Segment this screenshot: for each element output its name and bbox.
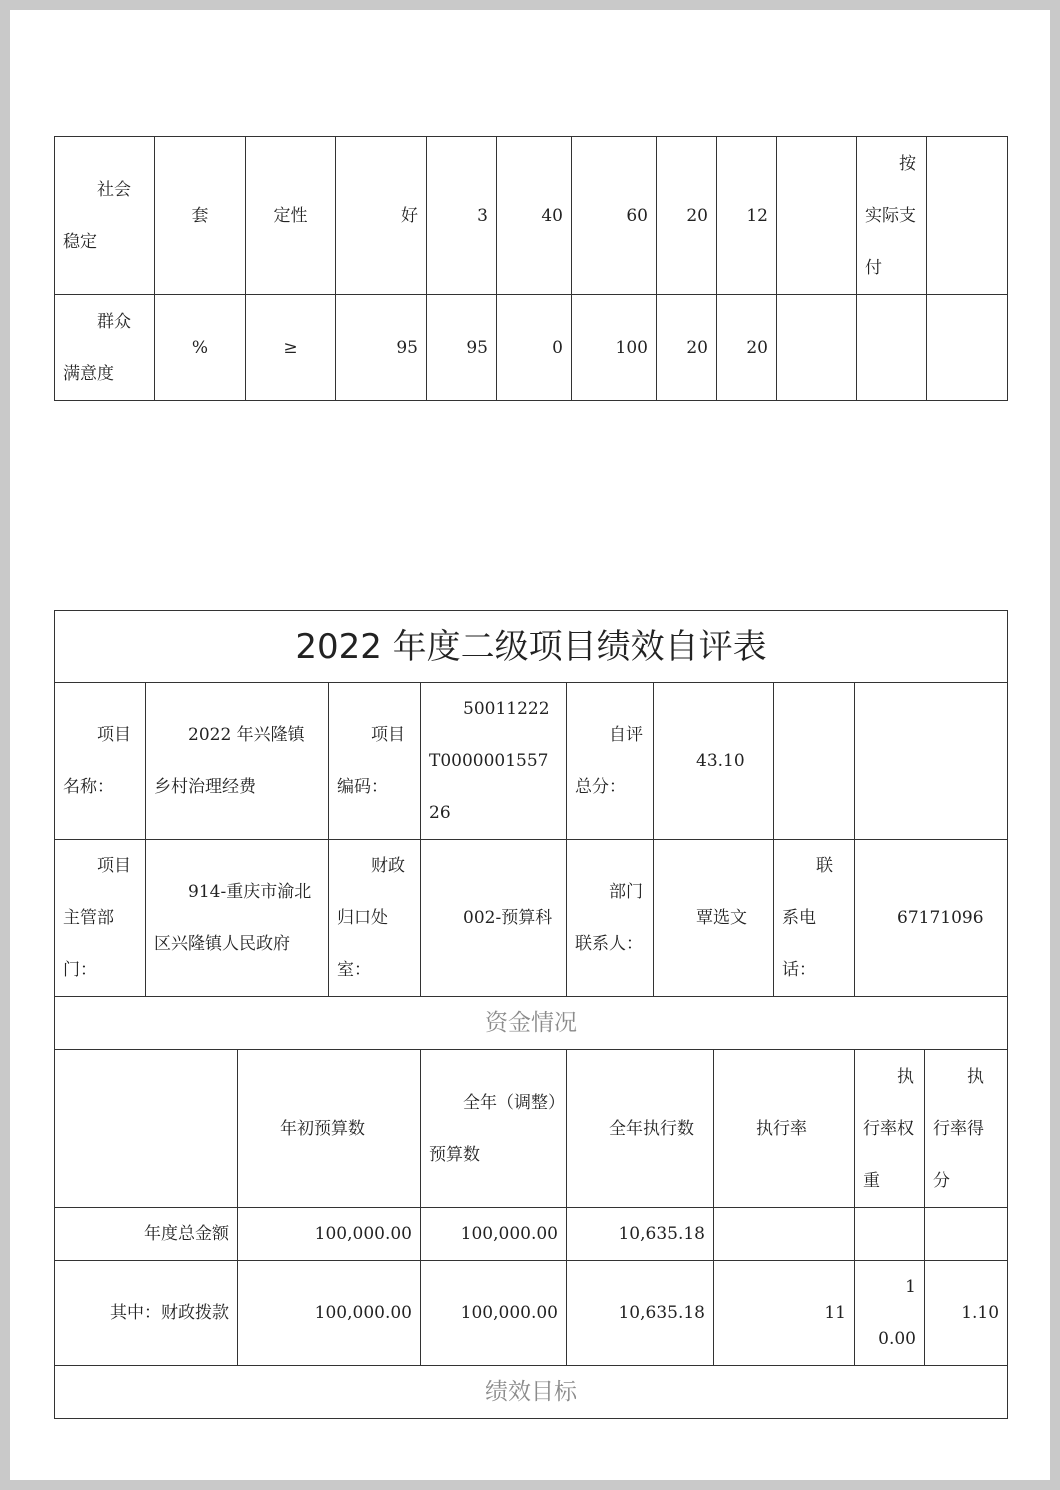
column-header: 全年（调整）预算数 [421, 1050, 567, 1208]
finance-office-label: 财政归口处室： [329, 840, 421, 997]
phone-value: 67171096 [855, 840, 1008, 997]
indicator-name: 社会稳定 [55, 137, 155, 295]
executed-cell: 10,635.18 [567, 1261, 714, 1366]
document-page [10, 10, 1050, 1480]
adjusted-budget-cell: 100,000.00 [421, 1261, 567, 1366]
empty-cell [777, 137, 857, 295]
table-row [55, 840, 1008, 997]
score-cell: 1.10 [925, 1261, 1008, 1366]
section-row [55, 997, 1008, 1050]
column-header [55, 1050, 238, 1208]
indicator-table [54, 136, 1008, 401]
table-row [55, 1261, 1008, 1366]
table-row [55, 295, 1008, 401]
self-score-label: 自评总分： [567, 683, 654, 840]
indicator-name: 群众满意度 [55, 295, 155, 401]
self-score-value: 43.10 [654, 683, 774, 840]
contact-value: 覃选文 [654, 840, 774, 997]
nature-cell: ≥ [246, 295, 336, 401]
dept-value: 914-重庆市渝北区兴隆镇人民政府 [146, 840, 329, 997]
table-row [55, 683, 1008, 840]
target-cell: 好 [336, 137, 427, 295]
table-row [55, 137, 1008, 295]
adjusted-budget-cell: 100,000.00 [421, 1208, 567, 1261]
initial-budget-cell: 100,000.00 [238, 1261, 421, 1366]
empty-cell [855, 683, 1008, 840]
note-cell [857, 295, 927, 401]
score-cell [925, 1208, 1008, 1261]
column-header: 全年执行数 [567, 1050, 714, 1208]
weight-cell [855, 1208, 925, 1261]
note-cell: 按实际支付 [857, 137, 927, 295]
table-row [55, 1208, 1008, 1261]
funds-row-label: 其中：财政拨款 [55, 1261, 238, 1366]
empty-cell [777, 295, 857, 401]
value-cell: 40 [497, 137, 572, 295]
weight-cell: 10.00 [855, 1261, 925, 1366]
funds-row-label: 年度总金额 [55, 1208, 238, 1261]
rate-cell [714, 1208, 855, 1261]
section-row [55, 1366, 1008, 1419]
project-name-value: 2022 年兴隆镇乡村治理经费 [146, 683, 329, 840]
value-cell: 20 [657, 137, 717, 295]
funds-header-row [55, 1050, 1008, 1208]
value-cell: 95 [427, 295, 497, 401]
column-header: 年初预算数 [238, 1050, 421, 1208]
contact-label: 部门联系人： [567, 840, 654, 997]
column-header: 执行率 [714, 1050, 855, 1208]
value-cell: 100 [572, 295, 657, 401]
dept-label: 项目主管部门： [55, 840, 146, 997]
column-header: 执行率权重 [855, 1050, 925, 1208]
value-cell: 20 [717, 295, 777, 401]
nature-cell: 定性 [246, 137, 336, 295]
project-code-value: 50011222T000000155726 [421, 683, 567, 840]
rate-cell: 11 [714, 1261, 855, 1366]
funds-section-title: 资金情况 [55, 997, 1008, 1050]
phone-label: 联系电话： [774, 840, 855, 997]
project-name-label: 项目名称： [55, 683, 146, 840]
executed-cell: 10,635.18 [567, 1208, 714, 1261]
self-evaluation-form [54, 610, 1008, 1419]
column-header: 执行率得分 [925, 1050, 1008, 1208]
initial-budget-cell: 100,000.00 [238, 1208, 421, 1261]
value-cell: 20 [657, 295, 717, 401]
value-cell: 12 [717, 137, 777, 295]
target-cell: 95 [336, 295, 427, 401]
empty-cell [927, 137, 1008, 295]
empty-cell [927, 295, 1008, 401]
goals-section-title: 绩效目标 [55, 1366, 1008, 1419]
empty-cell [774, 683, 855, 840]
unit-cell: 套 [155, 137, 246, 295]
page-title: 2022 年度二级项目绩效自评表 [55, 611, 1008, 683]
project-code-label: 项目编码： [329, 683, 421, 840]
unit-cell: % [155, 295, 246, 401]
value-cell: 0 [497, 295, 572, 401]
form-title-row [55, 611, 1008, 683]
value-cell: 60 [572, 137, 657, 295]
finance-office-value: 002-预算科 [421, 840, 567, 997]
value-cell: 3 [427, 137, 497, 295]
